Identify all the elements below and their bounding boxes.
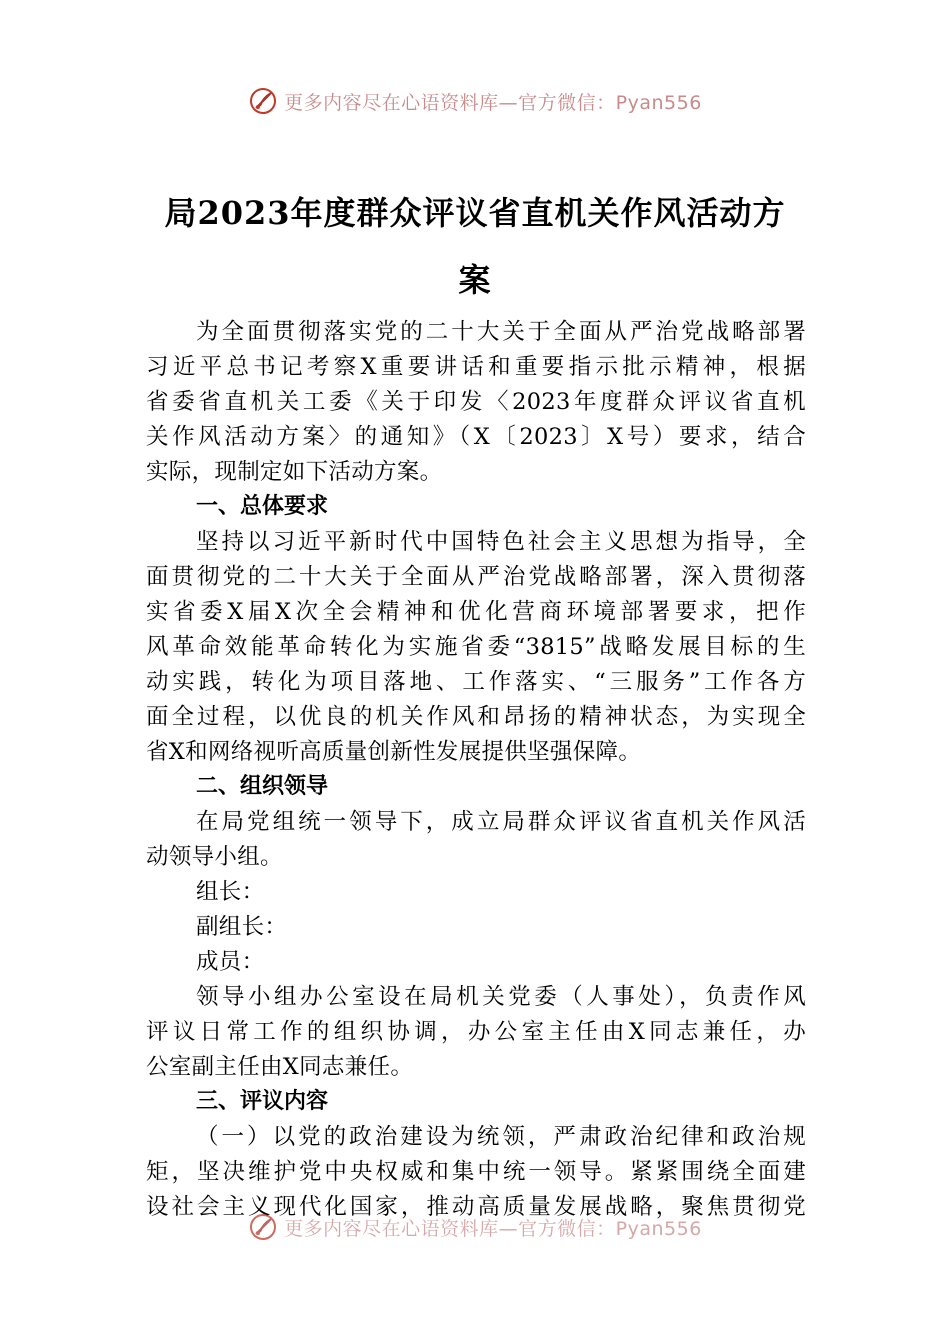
paragraph-2-line: 实省委X届X次全会精神和优化营商环境部署要求，把作: [146, 599, 806, 625]
section-heading-2: 二、组织领导: [196, 774, 329, 799]
watermark-text: 更多内容尽在心语资料库—官方微信：Pyan556: [284, 91, 702, 114]
watermark-header: [0, 86, 950, 116]
paragraph-2-line: 面贯彻党的二十大关于全面从严治党战略部署，深入贯彻落: [146, 564, 806, 590]
paragraph-2-line: 风革命效能革命转化为实施省委“3815”战略发展目标的生: [146, 634, 806, 660]
paragraph-5-line: 矩，坚决维护党中央权威和集中统一领导。紧紧围绕全面建: [146, 1159, 806, 1185]
paragraph-2-line: 坚持以习近平新时代中国特色社会主义思想为指导，全: [196, 529, 806, 555]
group-leader-label: 组长：: [196, 879, 265, 905]
paragraph-4-line: 评议日常工作的组织协调，办公室主任由X同志兼任，办: [146, 1019, 806, 1045]
deputy-leader-label: 副组长：: [196, 914, 288, 940]
paragraph-5-line: （一）以党的政治建设为统领，严肃政治纪律和政治规: [196, 1124, 806, 1150]
watermark-footer: [0, 1212, 950, 1242]
paragraph-1-line: 实际，现制定如下活动方案。: [146, 459, 443, 485]
document-title-line-2: 案: [458, 261, 492, 299]
paragraph-4-line: 领导小组办公室设在局机关党委（人事处），负责作风: [196, 984, 806, 1010]
document-title-line-1: 局2023年度群众评议省直机关作风活动方: [164, 194, 786, 232]
paragraph-1-line: 为全面贯彻落实党的二十大关于全面从严治党战略部署: [196, 319, 806, 345]
paragraph-2-line: 动实践，转化为项目落地、工作落实、“三服务”工作各方: [146, 669, 806, 695]
quill-logo-icon: [248, 86, 278, 116]
paragraph-1-line: 关作风活动方案〉的通知》（X〔2023〕X号）要求，结合: [146, 424, 806, 450]
paragraph-3-line: 在局党组统一领导下，成立局群众评议省直机关作风活: [196, 809, 806, 835]
paragraph-2-line: 面全过程，以优良的机关作风和昂扬的精神状态，为实现全: [146, 704, 806, 730]
members-label: 成员：: [196, 949, 265, 975]
paragraph-5-line: 设社会主义现代化国家，推动高质量发展战略，聚焦贯彻党: [146, 1194, 806, 1220]
section-heading-1: 一、总体要求: [196, 494, 329, 519]
quill-logo-icon: [248, 1212, 278, 1242]
section-heading-3: 三、评议内容: [196, 1089, 329, 1114]
watermark-text: 更多内容尽在心语资料库—官方微信：Pyan556: [284, 1217, 702, 1240]
paragraph-3-line: 动领导小组。: [146, 844, 283, 870]
paragraph-4-line: 公室副主任由X同志兼任。: [146, 1054, 414, 1080]
paragraph-1-line: 习近平总书记考察X重要讲话和重要指示批示精神，根据: [146, 354, 806, 380]
paragraph-2-line: 省X和网络视听高质量创新性发展提供坚强保障。: [146, 739, 642, 765]
paragraph-1-line: 省委省直机关工委《关于印发〈2023年度群众评议省直机: [146, 389, 806, 415]
